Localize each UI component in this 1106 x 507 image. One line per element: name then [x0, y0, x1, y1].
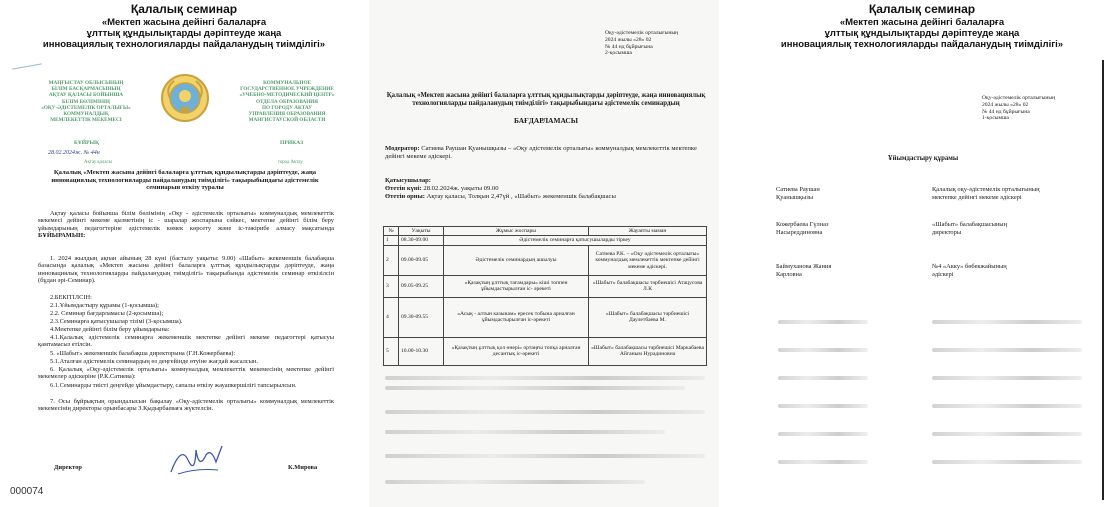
- order-item-4: 4.Мектепке дейінгі білім беру ұйымдарына:: [50, 326, 170, 333]
- city-ru: город Актау: [278, 160, 303, 165]
- order-item-7: 7. Осы бұйрықтың орындалысын бақылау «Оқу-әдістемелік орталығы» коммуналдық мемлекеттік мекемесінің директоры орынбасары З.Қыдырбаеваға жүктелсін.: [38, 398, 334, 413]
- member-name: Сатиева Раушан Қуанышқызы: [776, 186, 820, 201]
- order-document-panel: [0, 0, 368, 507]
- table-cell: «Қазақтың ұлттық қол өнері» ортаңғы топқа арналған десантық іс-әрекеті: [444, 337, 589, 365]
- col-header: Жауапты маман: [589, 227, 707, 236]
- slide-title: Қалалық семинар: [130, 2, 238, 16]
- participants-label: Қатысушылар:: [385, 177, 432, 184]
- table-row: [384, 337, 707, 365]
- order-item-6: 6. Қалалық «Оқу-әдістемелік орталығы» коммуналдық мемлекеттік мекемесінің мектепке дейінгі мекемелер әдіскеріне (Р.К.Сатиева):: [38, 366, 334, 381]
- table-cell: 08.30-09.00: [399, 236, 444, 245]
- table-cell: 10.00-10.30: [399, 337, 444, 365]
- blurred-text-line: [778, 348, 868, 352]
- order-item-2-3: 2.3.Семинарға қатысушылар тізімі (3-қосымша).: [50, 318, 183, 325]
- col-header: №: [384, 227, 399, 236]
- order-item-4-1: 4.1.Қалалық әдістемелік семинарға жекеменшік мектепке дейінгі мекеме педагогтері қатысуы қамтамасыз етілсін.: [38, 334, 334, 349]
- blurred-text-line: [778, 432, 868, 436]
- slide-subtitle: «Мектеп жасына дейінгі балаларға ұлттық құндылықтарды дәріптеуде жаңа инновациялық технологияларды пайдаланудың тиімділігі»: [780, 17, 1064, 50]
- order-body: [38, 210, 334, 240]
- member-role: «Шабыт» балабақшасының директоры: [932, 221, 1007, 236]
- order-item-5: 5. «Шабыт» жекеменшік балабақша директорына (Г.Н.Кожербаева):: [50, 350, 236, 357]
- blurred-text-line: [385, 410, 705, 414]
- table-cell: «Асық - алтын казынам» ересек тобына арналған ұйымдастырылған іс-әрекеті: [444, 297, 589, 337]
- document-number: 000074: [10, 486, 44, 497]
- program-title: Қалалық «Мектеп жасына дейінгі балаларға ұлттық құндылықтарды дәріптеуде, жаңа инновациялық технологияларды пайдаланудың тиімділігі» тақырыбындағы әдістемелік семинардың: [386, 92, 706, 107]
- organizers-document-panel: [738, 0, 1106, 507]
- table-cell: «Шабыт» балабақшасы тәрбиешісі Атацусова Л.К: [589, 275, 707, 297]
- blurred-text-line: [778, 404, 868, 408]
- event-date: [385, 185, 499, 192]
- blurred-text-line: [385, 430, 665, 434]
- table-cell: «Шабыт» балабақшасы тәрбиешісі Маркабаева Айганым Нурадиновна: [589, 337, 707, 365]
- order-item-2-2: 2.2. Семинар бағдарламасы (2-қосымша);: [50, 310, 164, 317]
- blurred-text-line: [932, 460, 1082, 464]
- table-cell: «Қазақтың ұлттық тағамдары» кіші топпен ұйымдастырылған іс- әрекеті: [444, 275, 589, 297]
- member-name: Баймуханова Жания Карловна: [776, 263, 832, 278]
- program-document-panel: [369, 0, 719, 507]
- order-intro: Ақтау қаласы бойынша білім бөлімінің «Оқу - әдістемелік орталығы» коммуналдық мемлекеттік мекемесі дейінгі мекеме қызметінің іс - шаралар жоспарына сәйкес, мектепке дейінгі білім беру ұйымдарының педагогтеріне әдістемелік көмек көрсету және іс-тәжірибе алмасу мақсатында: [38, 210, 334, 232]
- moderator-label: Модератор:: [385, 145, 420, 152]
- blurred-text-line: [932, 404, 1082, 408]
- order-label-ru: ПРИКАЗ: [280, 140, 304, 146]
- blurred-text-line: [932, 320, 1082, 324]
- place-value: Ақтау қаласы, Толқын 2,47үй , «Шабыт» жекеменшік балабақшасы: [426, 193, 616, 200]
- table-cell: Әдістемелік семинардың ашылуы: [444, 245, 589, 275]
- member-role: Қалалық оқу-әдістемелік орталығының мектепке дейінгі мекеме әдіскері: [932, 186, 1040, 201]
- order-item-1: 1. 2024 жылдың ақпан айының 28 күні (басталу уақыты: 9.00) «Шабыт» жекеменшік балабақша базасында қалалық «Мектеп жасына дейінгі балаларға ұлттық құндылықтарды дәріптеуде, жаңа инновациялық технологияларды пайдаланудың тиімділігі» тақырыбында әдістемелік семинар өткізілсін (бұдан әрі-Семинар).: [38, 255, 334, 285]
- moderator-text: Сатиева Раушан Қуанышқызы – «Оқу әдістемелік орталығы» коммуналдық мемлекеттік мектепке дейінгі мекеме әдіскері.: [385, 145, 697, 160]
- order-item-2: 2.БЕКІТІЛСІН:: [50, 294, 92, 301]
- order-label-kz: БҰЙРЫҚ: [74, 140, 100, 146]
- moderator: [385, 145, 705, 160]
- blurred-text-line: [385, 376, 705, 380]
- table-row: [384, 275, 707, 297]
- pen-mark: [12, 63, 42, 69]
- table-cell: 1: [384, 236, 399, 245]
- table-cell: Әдістемелік семинарға қатысушыларды тіркеу: [444, 236, 707, 245]
- blurred-text-line: [385, 386, 685, 390]
- member-name: Кожербаева Гүлназ Насыреддиновна: [776, 221, 829, 236]
- table-cell: 09.30-09.55: [399, 297, 444, 337]
- col-header: Жұмыс жоспары: [444, 227, 589, 236]
- table-row: [384, 236, 707, 245]
- order-date-number: 28.02.2024ж. № 44н: [48, 150, 100, 156]
- blurred-text-line: [932, 348, 1082, 352]
- header-left-kz: МАҢҒЫСТАУ ОБЛЫСЫНЫҢ БІЛІМ БАСҚАРМАСЫНЫҢ АҚТАУ ҚАЛАСЫ БОЙЫНША БІЛІМ БӨЛІМІНІҢ «ОҚУ-ӘДІСТЕМЕЛІК ОРТАЛЫҒЫ» КОММУНАЛДЫҚ МЕМЛЕКЕТТІК МЕКЕМЕСІ: [41, 80, 131, 124]
- date-value: 28.02.2024ж. уақыты 09.00: [423, 185, 499, 192]
- order-item-2-1: 2.1.Ұйымдастыру құрамы (1-қосымша);: [50, 302, 159, 309]
- director-signature-icon: [166, 440, 226, 480]
- table-header-row: [384, 227, 707, 236]
- table-cell: 2: [384, 245, 399, 275]
- director-label: Директор: [54, 464, 82, 471]
- program-table: [383, 226, 707, 366]
- state-emblem-icon: [160, 73, 210, 123]
- slide-title: Қалалық семинар: [868, 2, 976, 16]
- table-cell: 5: [384, 337, 399, 365]
- place-label: Өтетін орны:: [385, 193, 425, 200]
- blurred-text-line: [385, 454, 705, 458]
- blurred-text-line: [932, 376, 1082, 380]
- table-cell: 09.05-09.25: [399, 275, 444, 297]
- blurred-text-line: [778, 460, 868, 464]
- header-right-ru: КОММУНАЛЬНОЕ ГОСУДАРСТВЕННОЕ УЧРЕЖДЕНИЕ «УЧЕБНО-МЕТОДИЧЕСКИЙ ЦЕНТР» ОТДЕЛА ОБРАЗОВАНИЯ ПО ГОРОДУ АКТАУ УПРАВЛЕНИЯ ОБРАЗОВАНИЯ МАНГИСТАУСКОЙ ОБЛАСТИ: [239, 80, 335, 124]
- col-header: Уақыты: [399, 227, 444, 236]
- city-kz: Ақтау қаласы: [84, 160, 112, 165]
- slide-subtitle: «Мектеп жасына дейінгі балаларға ұлттық құндылықтарды дәріптеуде жаңа инновациялық технологияларды пайдаланудың тиімділігі»: [42, 17, 326, 50]
- table-cell: «Шабыт» балабақшасы тәрбиешісі Даулетбаева М.: [589, 297, 707, 337]
- order-item-5-1: 5.1.Аталған әдістемелік семинардың өз деңгейінде өтуіне жағдай жасалсын.: [50, 358, 258, 365]
- organizers-heading: Ұйымдастыру құрамы: [887, 155, 959, 162]
- appendix-2-corner: Оқу-әдістемелік орталығының 2024 жылы «28» 02 № 44 нд бұйрығына 2-қосымша: [605, 30, 679, 57]
- program-heading: БАҒДАРЛАМАСЫ: [513, 116, 579, 125]
- blurred-text-line: [778, 376, 868, 380]
- event-place: [385, 193, 705, 201]
- member-role: №4 «Акку» бөбекжайының әдіскері: [932, 263, 1007, 278]
- table-row: [384, 297, 707, 337]
- table-cell: 09.00-09.05: [399, 245, 444, 275]
- order-title: Қалалық «Мектеп жасына дейінгі балаларға ұлттық құндылықтарды дәріптеуде, жаңа инновациялық технологияларды пайдаланудың тиімділігі» тақырыбындағы әдістемелік семинарын өткізу туралы: [51, 169, 319, 192]
- date-label: Өтетін күні:: [385, 185, 422, 192]
- order-item-6-1: 6.1.Семинарды тиісті деңгейде ұйымдастыру, сапалы өткізу жауапкершілігі тапсырылсын.: [50, 382, 297, 389]
- table-cell: Сатиева Р.К. – «Оқу әдістемелік орталығы» коммуналдық мемлекеттік мектепке дейінгі мекеме әдіскері.: [589, 245, 707, 275]
- table-cell: 4: [384, 297, 399, 337]
- table-row: [384, 245, 707, 275]
- blurred-text-line: [778, 320, 868, 324]
- page-edge: [1102, 60, 1104, 500]
- blurred-text-line: [385, 480, 645, 484]
- order-command: БҰЙЫРАМЫН:: [38, 232, 86, 240]
- director-name: К.Мирова: [288, 464, 318, 471]
- blurred-text-line: [932, 432, 1082, 436]
- appendix-1-corner: Оқу-әдістемелік орталығының 2024 жылы «28» 02 № 44 нд бұйрығына 1-қосымша: [982, 95, 1056, 122]
- table-cell: 3: [384, 275, 399, 297]
